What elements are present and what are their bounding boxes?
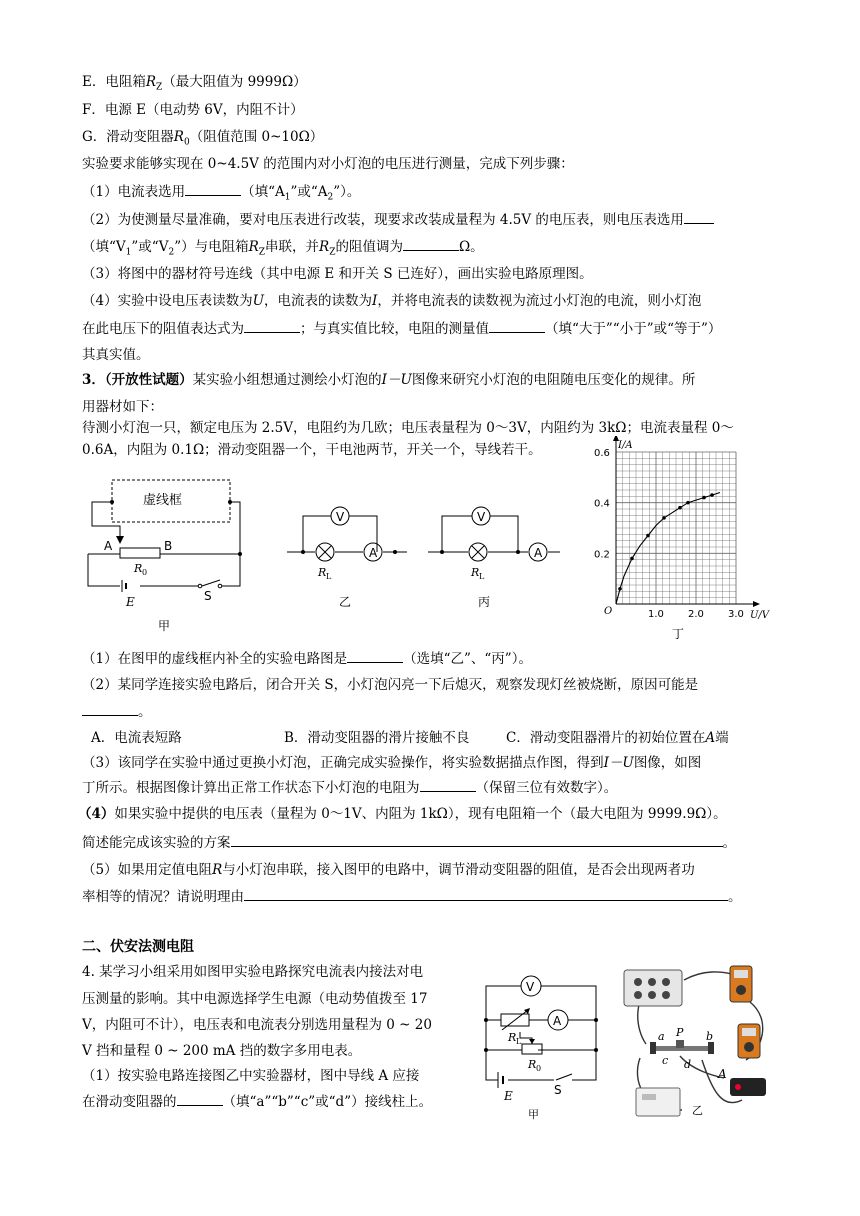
slider-p-label: P <box>676 1026 684 1039</box>
x-tick-label: 1.0 <box>648 609 664 620</box>
q4-line1 <box>82 291 701 311</box>
circuit-jia <box>80 472 255 637</box>
p3-q3b-post: （保留三位有效数字）。 <box>475 780 618 796</box>
section-title: 二、伏安法测电阻 <box>82 939 194 955</box>
p3-q5b-end: 。 <box>728 889 742 905</box>
rl-label: R <box>471 566 480 579</box>
answer-blank[interactable] <box>403 236 459 251</box>
data-point <box>646 534 650 538</box>
circuit-yi <box>285 500 410 610</box>
q3-text: （3）将图中的器材符号连线（其中电源 E 和开关 S 已连好），画出实验电路原理图。 <box>82 266 593 282</box>
e-label: E <box>504 1089 513 1103</box>
p3-q5-pre: （5）如果用定值电阻 <box>82 862 213 878</box>
rz-symbol: R <box>319 239 330 255</box>
p3-line3: 待测小灯泡一只，额定电压为 2.5V，电阻约为几欧；电压表量程为 0～3V，内阻约为 3kΩ；电流表量程 0～ <box>82 420 734 436</box>
data-point <box>662 516 666 520</box>
p3-q1-post: （选填“乙”、“丙”）。 <box>403 651 532 667</box>
caption-s2-jia: 甲 <box>528 1108 539 1121</box>
item-e-text: E．电阻箱 <box>82 74 146 90</box>
rl-label: R <box>318 566 327 579</box>
iu-curve <box>616 493 720 605</box>
q2b-sub2: 2 <box>168 247 175 258</box>
option-c <box>506 728 729 748</box>
s2-line6 <box>82 1091 432 1112</box>
p3-q4-text: 如果实验中提供的电压表（量程为 0～1V、内阻为 1kΩ），现有电阻箱一个（最大电阻为 9999.9Ω）。 <box>114 806 727 822</box>
p3-q2-line2 <box>82 701 152 722</box>
q4-mid: ，电流表的读数为 <box>263 293 372 309</box>
data-point <box>678 506 682 510</box>
data-point <box>702 496 706 500</box>
item-g <box>82 127 323 153</box>
p3-q3b-pre: 丁所示。根据图像计算出正常工作状态下小灯泡的电阻为 <box>82 780 420 796</box>
circuit-bing <box>428 500 563 610</box>
answer-blank[interactable] <box>347 648 403 663</box>
answer-blank[interactable] <box>231 832 723 847</box>
item-g-post: （阻值范围 0~10Ω） <box>189 129 324 145</box>
q4-line2 <box>82 318 721 339</box>
rz-sub: Z <box>156 82 163 93</box>
p3-tag: （开放性试题） <box>104 372 193 388</box>
p3-q5b-text: 率相等的情况？请说明理由 <box>82 889 244 905</box>
rz-sub: Z <box>329 247 336 258</box>
q1-mid: ”或“A <box>290 184 328 200</box>
q2b-sub1: 1 <box>125 247 132 258</box>
data-point <box>618 587 622 591</box>
rl-label: R <box>508 1031 517 1044</box>
s2-l6-pre: 在滑动变阻器的 <box>82 1094 177 1110</box>
p3-line1 <box>82 370 695 390</box>
data-point <box>630 557 634 561</box>
r0-sub: 0 <box>183 137 190 148</box>
terminal-d-label: d <box>684 1058 692 1071</box>
q4b-mid: ；与真实值比较，电阻的测量值 <box>300 321 489 337</box>
rl-sub: L <box>516 1037 522 1046</box>
p3-text: 某实验小组想通过测绘小灯泡的 <box>192 372 382 388</box>
terminal-a-label: a <box>658 1030 665 1043</box>
voltmeter-label: V <box>336 510 345 524</box>
requirement: 实验要求能够实现在 0~4.5V 的范围内对小灯泡的电压进行测量，完成下列步骤： <box>82 156 574 172</box>
caption-yi: 乙 <box>339 595 352 609</box>
p3-q5-post: 与小灯泡串联，接入图甲的电路中，调节滑动变阻器的阻值，是否会出现两者功 <box>222 862 695 878</box>
item-f: F．电源 E（电动势 6V，内阻不计） <box>82 102 304 118</box>
p3-line2: 用器材如下： <box>82 399 163 415</box>
caption-jia: 甲 <box>158 619 171 633</box>
q2-text: （2）为使测量尽量准确，要对电压表进行改装，现要求改装成量程为 4.5V 的电压表，则电压表选用 <box>82 212 684 228</box>
ammeter-label: A <box>534 546 543 560</box>
resistance-box-image <box>624 970 682 1006</box>
s2-line4: V 挡和量程 0 ~ 200 mA 挡的数字多用电表。 <box>82 1043 362 1059</box>
ammeter-label: A <box>369 546 378 560</box>
p3-q5-line1 <box>82 860 695 880</box>
y-tick-label: 0.6 <box>594 448 610 459</box>
caption-ding: 丁 <box>672 627 685 641</box>
data-point <box>710 493 714 497</box>
terminal-c-label: c <box>662 1054 669 1067</box>
rz-symbol: R <box>248 239 259 255</box>
answer-blank[interactable] <box>420 777 476 792</box>
x-tick-label: 3.0 <box>728 609 744 620</box>
q1-post: （填“A <box>241 184 285 200</box>
answer-blank[interactable] <box>177 1091 223 1106</box>
p3-number: 3． <box>82 372 105 388</box>
answer-blank[interactable] <box>684 209 714 224</box>
power-supply-image <box>636 1088 680 1116</box>
s2-line1: 4. 某学习小组采用如图甲实验电路探究电流表内接法对电 <box>82 964 424 980</box>
q4-pre: （4）实验中设电压表读数为 <box>82 293 253 309</box>
e-label: E <box>126 595 135 609</box>
rz-symbol: R <box>145 74 157 90</box>
p3-q4b-text: 简述能完成该实验的方案 <box>82 835 231 851</box>
q1-end: ”）。 <box>333 184 361 200</box>
p3-text-b: 图像来研究小灯泡的电阻随电压变化的规律。所 <box>411 372 696 388</box>
x-axis-label: U/V <box>750 610 770 621</box>
iu-symbol: I－U <box>603 755 634 771</box>
answer-blank[interactable] <box>185 181 241 196</box>
q2-line1 <box>82 209 714 230</box>
s2-line2: 压测量的影响。其中电源选择学生电源（电动势值拨至 17 <box>82 991 428 1007</box>
rl-sub: L <box>479 572 485 581</box>
caption-bing: 丙 <box>478 595 491 609</box>
p3-q2-line1: （2）某同学连接实验电路后，闭合开关 S，小灯泡闪亮一下后熄灭，观察发现灯丝被烧断，原因可能是 <box>82 677 699 693</box>
answer-blank[interactable] <box>489 318 545 333</box>
r-symbol: R <box>212 862 223 878</box>
option-c-post: 端 <box>715 730 729 746</box>
p3-q4-num: （4） <box>78 806 115 822</box>
s2-l6-post: （填“a”“b”“c”或“d”）接线柱上。 <box>222 1094 433 1110</box>
option-c-text: C．滑动变阻器滑片的初始位置在 <box>506 730 706 746</box>
origin-label: O <box>604 606 613 617</box>
x-tick-label: 2.0 <box>688 609 704 620</box>
ammeter-label: A <box>553 1014 562 1028</box>
q2b-mid2: ”）与电阻箱 <box>174 239 249 255</box>
apparatus-s2-yi <box>622 960 782 1120</box>
p3-q4-line1 <box>78 804 727 824</box>
chart-marks <box>616 493 720 605</box>
y-tick-label: 0.4 <box>594 498 610 510</box>
answer-blank[interactable] <box>244 886 728 901</box>
r0-sub: 0 <box>536 1064 542 1073</box>
p3-q3-pre: （3）该同学在实验中通过更换小灯泡，正确完成实验操作，将实验数据描点作图，得到 <box>82 755 604 771</box>
rl-sub: L <box>326 572 332 581</box>
p3-q3-line1 <box>82 753 701 773</box>
chart-grid <box>616 452 736 604</box>
item-e-post: （最大阻值为 9999Ω） <box>162 74 307 90</box>
p3-q5-line2 <box>82 886 742 907</box>
q4b-post: （填“大于”“小于”或“等于”） <box>545 321 722 337</box>
p3-q1 <box>82 648 532 669</box>
item-e <box>82 72 307 98</box>
q2b-mid4: 的阻值调为 <box>335 239 403 255</box>
s-label: S <box>554 1083 562 1097</box>
circuit-s2-jia <box>476 966 611 1124</box>
q2b-mid3: 串联，并 <box>265 239 320 255</box>
q1-sub2: 2 <box>327 192 334 203</box>
s-label: S <box>204 589 212 603</box>
option-a: A．电流表短路 <box>91 730 182 746</box>
s2-line3: V，内阻可不计），电压表和电流表分别选用量程为 0 ~ 20 <box>82 1017 432 1033</box>
node-a-label: A <box>104 539 113 553</box>
q4-post: ，并将电流表的读数视为流过小灯泡的电流，则小灯泡 <box>377 293 702 309</box>
p3-q2-end: 。 <box>138 704 152 720</box>
q2b-mid: ”或“V <box>131 239 169 255</box>
s2-line5: （1）按实验电路连接图乙中实验器材，图中导线 A 应接 <box>82 1068 420 1084</box>
option-b: B．滑动变阻器的滑片接触不良 <box>284 730 470 746</box>
p3-line4: 0.6A，内阻为 0.1Ω；滑动变阻器一个，干电池两节，开关一个，导线若干。 <box>82 442 542 458</box>
iu-symbol: I－U <box>381 372 412 388</box>
r0-symbol: R <box>173 129 184 145</box>
caption-s2-yi: 乙 <box>692 1104 703 1117</box>
answer-blank[interactable] <box>82 701 138 716</box>
q1-ammeter <box>82 181 360 208</box>
r0-sub: 0 <box>142 568 148 577</box>
terminal-b-label: b <box>706 1030 714 1043</box>
y-axis-label: I/A <box>618 440 633 451</box>
p3-q3-line2 <box>82 777 617 798</box>
q1-pre: （1）电流表选用 <box>82 184 186 200</box>
dashed-box-label: 虚线框 <box>143 493 183 508</box>
r0-label: R <box>528 1058 537 1071</box>
p3-q3-post: 图像，如图 <box>633 755 702 771</box>
q2b-end: Ω。 <box>458 239 484 255</box>
q2-line2 <box>82 236 484 263</box>
q2b-pre: （填“V <box>82 239 126 255</box>
i-symbol: I <box>371 293 378 309</box>
data-point <box>686 501 690 505</box>
p3-q4-line2 <box>82 832 736 853</box>
iu-chart-ding <box>590 436 775 644</box>
r0-label: R <box>134 562 143 575</box>
u-symbol: U <box>252 293 264 309</box>
y-tick-label: 0.2 <box>594 549 610 561</box>
q4-line3: 其真实值。 <box>82 347 150 363</box>
answer-blank[interactable] <box>244 318 300 333</box>
p3-q4b-end: 。 <box>722 835 736 851</box>
wire-a-label: A <box>718 1067 727 1081</box>
p3-q1-pre: （1）在图甲的虚线框内补全的实验电路图是 <box>82 651 348 667</box>
q1-sub1: 1 <box>284 192 291 203</box>
voltmeter-label: V <box>526 980 535 994</box>
x-axis-arrow <box>753 601 760 607</box>
voltmeter-label: V <box>477 510 486 524</box>
option-c-a: A <box>705 730 716 746</box>
q4b-pre: 在此电压下的阻值表达式为 <box>82 321 244 337</box>
rz-sub: Z <box>258 247 266 258</box>
item-g-text: G．滑动变阻器 <box>82 129 174 145</box>
node-b-label: B <box>164 539 173 553</box>
